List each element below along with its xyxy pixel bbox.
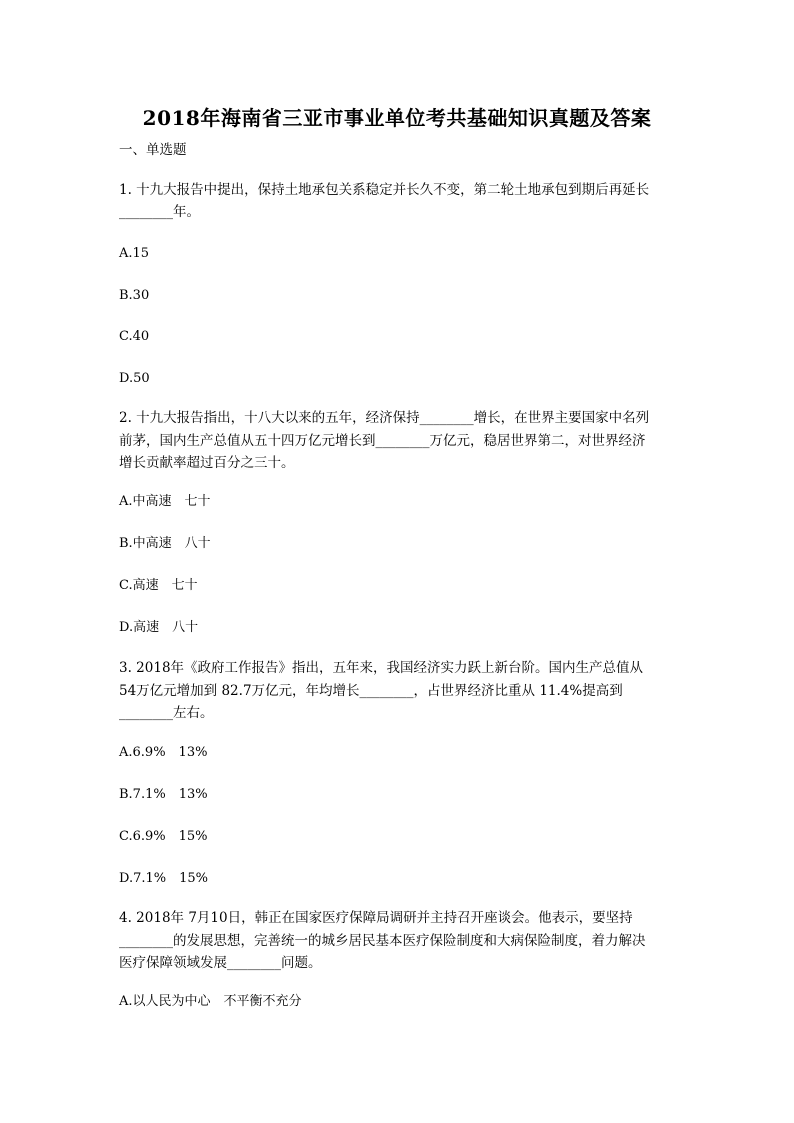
- section-heading: 一、单选题: [119, 142, 187, 158]
- question-4-option-a: A.以人民为中心 不平衡不充分: [119, 994, 302, 1009]
- question-2-line-2: 前茅，国内生产总值从五十四万亿元增长到________万亿元，稳居世界第二，对世界经济: [119, 433, 646, 449]
- question-2-line-1: 2. 十九大报告指出，十八大以来的五年，经济保持________增长，在世界主要国家中名列: [119, 410, 650, 426]
- document-title: 2018年海南省三亚市事业单位考共基础知识真题及答案: [142, 106, 652, 130]
- question-2-option-b: B.中高速 八十: [119, 536, 211, 551]
- question-1-line-2: ________年。: [119, 204, 200, 220]
- question-4-line-3: 医疗保障领域发展________问题。: [119, 955, 322, 971]
- question-1-line-1: 1. 十九大报告中提出，保持土地承包关系稳定并长久不变，第二轮土地承包到期后再延长: [119, 182, 650, 198]
- question-3-option-a: A.6.9% 13%: [119, 745, 208, 760]
- question-3-line-1: 3. 2018年《政府工作报告》指出，五年来，我国经济实力跃上新台阶。国内生产总值从: [119, 660, 644, 676]
- question-3-option-d: D.7.1% 15%: [119, 871, 209, 886]
- question-2-option-a: A.中高速 七十: [119, 494, 211, 509]
- question-2-option-c: C.高速 七十: [119, 578, 198, 593]
- question-3-line-3: ________左右。: [119, 705, 214, 721]
- question-4-line-2: ________的发展思想，完善统一的城乡居民基本医疗保险制度和大病保险制度，着力解决: [119, 933, 646, 949]
- question-4-line-1: 4. 2018年 7月10日，韩正在国家医疗保障局调研并主持召开座谈会。他表示，要坚持: [119, 910, 633, 926]
- question-1-option-c: C.40: [119, 329, 150, 344]
- question-1-option-a: A.15: [119, 246, 150, 261]
- question-1-option-d: D.50: [119, 371, 150, 386]
- question-3-line-2: 54万亿元增加到 82.7万亿元，年均增长________，占世界经济比重从 11.4%提高到: [119, 683, 623, 699]
- question-3-option-c: C.6.9% 15%: [119, 829, 208, 844]
- question-2-option-d: D.高速 八十: [119, 620, 199, 635]
- question-1-option-b: B.30: [119, 288, 150, 303]
- question-3-option-b: B.7.1% 13%: [119, 787, 208, 802]
- question-2-line-3: 增长贡献率超过百分之三十。: [119, 455, 295, 471]
